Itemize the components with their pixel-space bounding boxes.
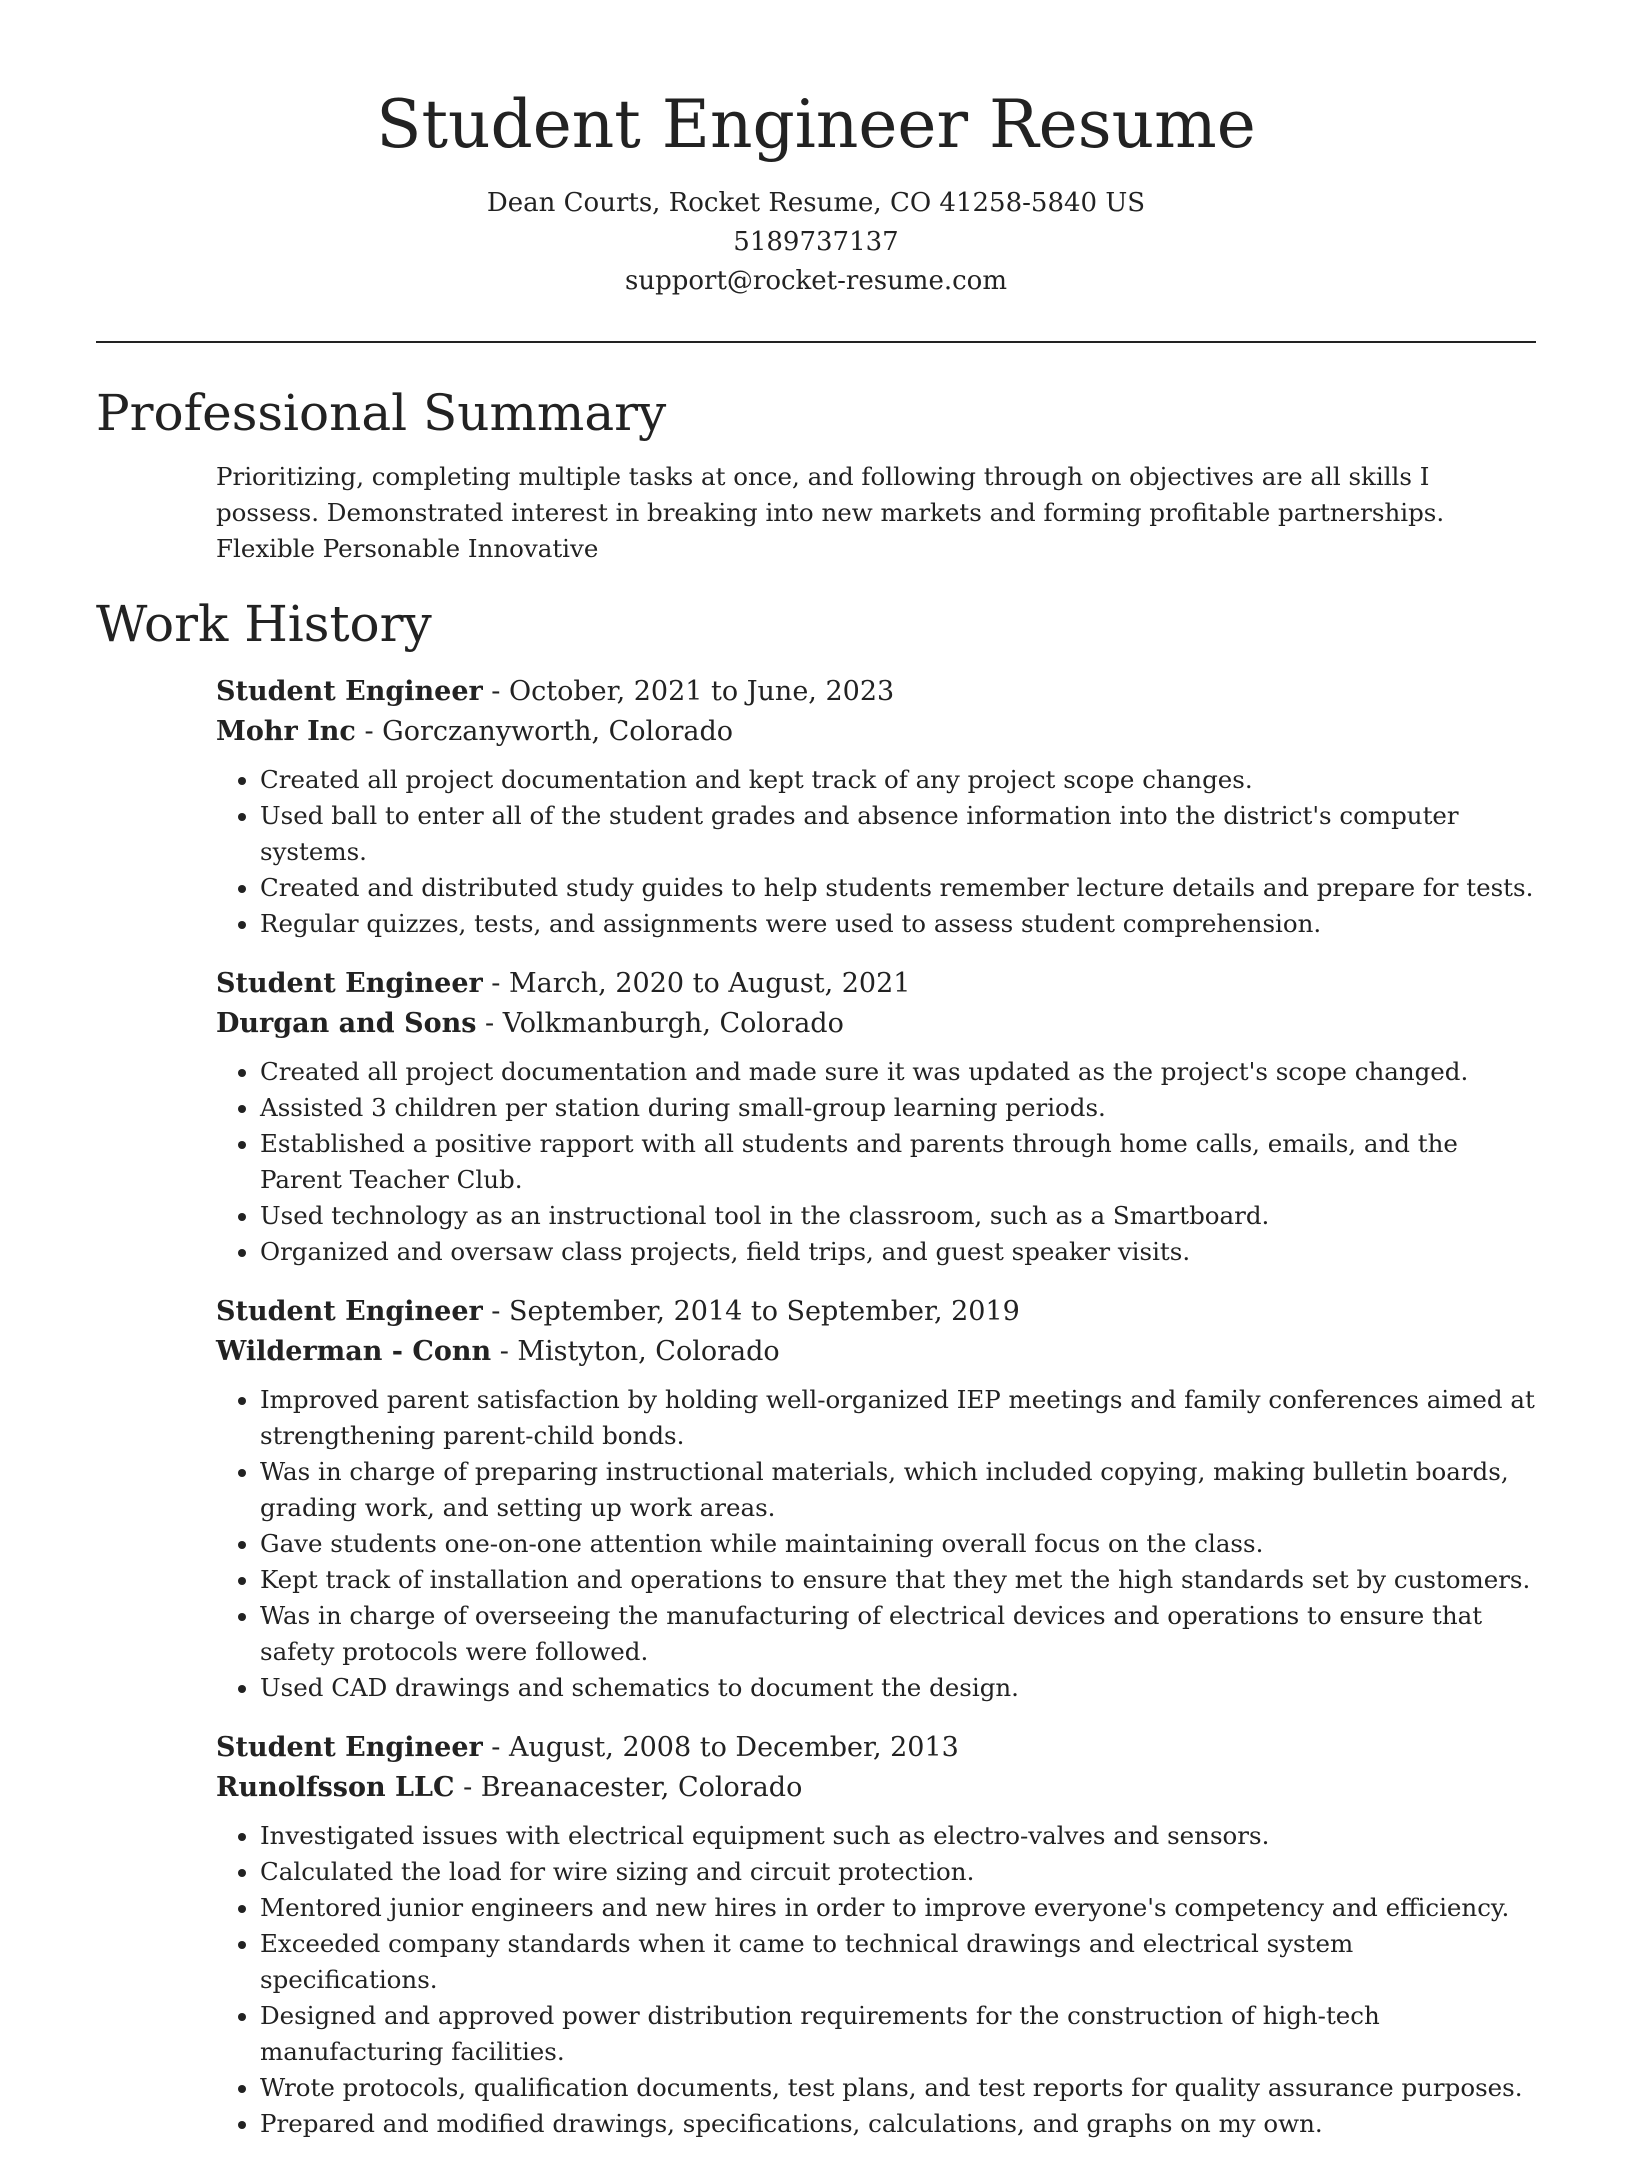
- job-entry: [216, 1728, 1536, 2142]
- job-bullet: • Investigated issues with electrical equipment such as electro-valves and sensors.: [260, 1818, 1536, 1854]
- header-divider: [96, 341, 1536, 343]
- job-title: Student Engineer: [216, 676, 483, 707]
- job-location: - Gorczanyworth, Colorado: [355, 716, 733, 747]
- job-dates: - March, 2020 to August, 2021: [482, 968, 911, 999]
- job-company: Durgan and Sons: [216, 1008, 477, 1039]
- job-bullet: • Improved parent satisfaction by holding well-organized IEP meetings and family conferences aimed at strengthening parent-child bonds.: [260, 1382, 1536, 1454]
- job-bullet: • Established a positive rapport with all students and parents through home calls, emails, and the Parent Teacher Club.: [260, 1126, 1536, 1198]
- job-bullet: • Calculated the load for wire sizing and circuit protection.: [260, 1854, 1536, 1890]
- job-dates: - October, 2021 to June, 2023: [482, 676, 895, 707]
- job-title-line: [216, 672, 1536, 712]
- job-bullet-list: [216, 1382, 1536, 1706]
- job-dates: - August, 2008 to December, 2013: [482, 1732, 959, 1763]
- job-entry: [216, 672, 1536, 942]
- job-company: Runolfsson LLC: [216, 1772, 455, 1803]
- work-history-list: [216, 672, 1536, 2164]
- job-entry: [216, 1292, 1536, 1706]
- job-bullet: • Created all project documentation and made sure it was updated as the project's scope changed.: [260, 1054, 1536, 1090]
- job-bullet: • Mentored junior engineers and new hires in order to improve everyone's competency and efficiency.: [260, 1890, 1536, 1926]
- job-company-line: [216, 712, 1536, 752]
- job-location: - Mistyton, Colorado: [491, 1336, 780, 1367]
- resume-header: [0, 80, 1632, 301]
- job-dates: - September, 2014 to September, 2019: [482, 1296, 1020, 1327]
- job-company: Mohr Inc: [216, 716, 356, 747]
- job-bullet: • Kept track of installation and operations to ensure that they met the high standards set by customers.: [260, 1562, 1536, 1598]
- job-bullet: • Created all project documentation and kept track of any project scope changes.: [260, 762, 1536, 798]
- job-bullet: • Was in charge of overseeing the manufacturing of electrical devices and operations to ensure that safety protocols were followed.: [260, 1598, 1536, 1670]
- resume-title: Student Engineer Resume: [376, 86, 1256, 163]
- job-bullet: • Assisted 3 children per station during small-group learning periods.: [260, 1090, 1536, 1126]
- job-bullet: • Organized and oversaw class projects, field trips, and guest speaker visits.: [260, 1234, 1536, 1270]
- job-title-line: [216, 1292, 1536, 1332]
- job-bullet-list: [216, 1054, 1536, 1270]
- summary-text: Prioritizing, completing multiple tasks at once, and following through on objectives are all skills I possess. Demonstrated interest in breaking into new markets and forming profitable partnerships. Flexible Personable Innovative: [216, 462, 1445, 563]
- job-company-line: [216, 1004, 1536, 1044]
- job-bullet: • Wrote protocols, qualification documents, test plans, and test reports for quality assurance purposes.: [260, 2070, 1536, 2106]
- job-bullet: • Used technology as an instructional tool in the classroom, such as a Smartboard.: [260, 1198, 1536, 1234]
- job-bullet-list: [216, 762, 1536, 942]
- job-bullet: • Was in charge of preparing instructional materials, which included copying, making bulletin boards, grading work, and setting up work areas.: [260, 1454, 1536, 1526]
- job-title-line: [216, 964, 1536, 1004]
- job-title: Student Engineer: [216, 968, 483, 999]
- job-title: Student Engineer: [216, 1296, 483, 1327]
- contact-address: Dean Courts, Rocket Resume, CO 41258-5840 US: [486, 188, 1146, 218]
- job-company: Wilderman - Conn: [216, 1336, 492, 1367]
- job-bullet-list: [216, 1818, 1536, 2142]
- job-bullet: • Regular quizzes, tests, and assignments were used to assess student comprehension.: [260, 906, 1536, 942]
- job-title-line: [216, 1728, 1536, 1768]
- job-bullet: • Prepared and modified drawings, specifications, calculations, and graphs on my own.: [260, 2106, 1536, 2142]
- summary-heading: Professional Summary: [96, 384, 667, 442]
- job-entry: [216, 964, 1536, 1270]
- job-company-line: [216, 1768, 1536, 1808]
- job-bullet: • Used CAD drawings and schematics to document the design.: [260, 1670, 1536, 1706]
- job-location: - Breanacester, Colorado: [454, 1772, 803, 1803]
- job-bullet: • Used ball to enter all of the student grades and absence information into the district's computer systems.: [260, 798, 1536, 870]
- job-title: Student Engineer: [216, 1732, 483, 1763]
- contact-phone: 5189737137: [733, 227, 899, 257]
- job-bullet: • Created and distributed study guides to help students remember lecture details and prepare for tests.: [260, 870, 1536, 906]
- job-company-line: [216, 1332, 1536, 1372]
- job-bullet: • Gave students one-on-one attention while maintaining overall focus on the class.: [260, 1526, 1536, 1562]
- contact-email: support@rocket-resume.com: [624, 266, 1007, 296]
- work-history-heading: Work History: [96, 595, 432, 653]
- job-location: - Volkmanburgh, Colorado: [476, 1008, 844, 1039]
- job-bullet: • Exceeded company standards when it came to technical drawings and electrical system specifications.: [260, 1926, 1536, 1998]
- job-bullet: • Designed and approved power distribution requirements for the construction of high-tech manufacturing facilities.: [260, 1998, 1536, 2070]
